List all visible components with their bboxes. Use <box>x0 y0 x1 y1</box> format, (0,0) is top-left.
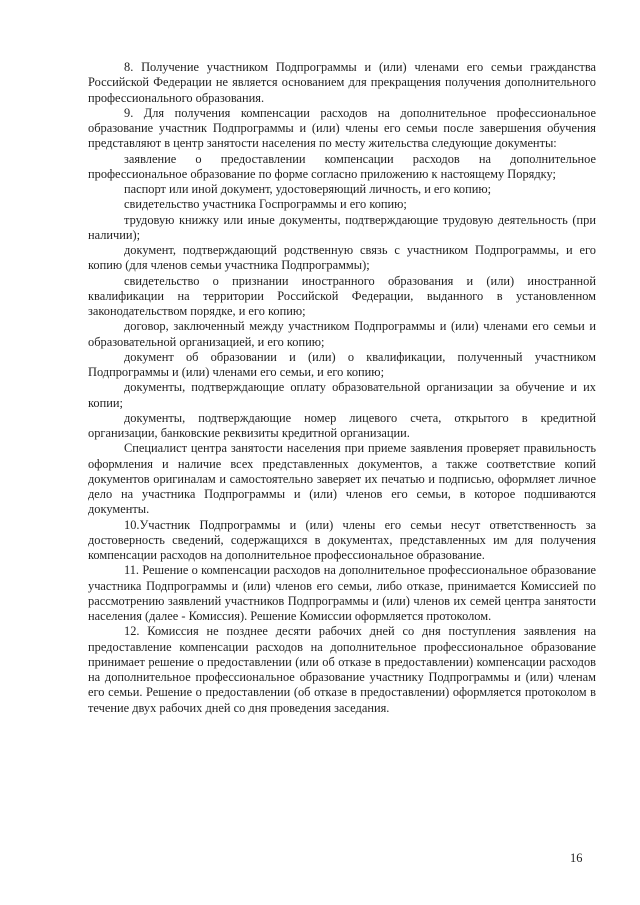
list-item-contract: договор, заключенный между участником Подпрограммы и (или) членами его семьи и образовательной организацией, и его копию; <box>88 319 596 349</box>
list-item-certificate: свидетельство участника Госпрограммы и его копию; <box>124 197 407 212</box>
list-item-passport: паспорт или иной документ, удостоверяющий личность, и его копию; <box>124 182 492 196</box>
list-item-application: заявление о предоставлении компенсации расходов на дополнительное профессиональное образование по форме согласно приложению к настоящему Порядку; <box>88 151 596 181</box>
list-item-kinship: документ, подтверждающий родственную связь с участником Подпрограммы, и его копию (для членов семьи участника Подпрограммы); <box>88 243 596 273</box>
page-number: 16 <box>570 851 583 865</box>
document-body <box>88 60 596 716</box>
paragraph-12: 12. Комиссия не позднее десяти рабочих дней со дня поступления заявления на предоставление компенсации расходов на дополнительное профессиональное образование принимает решение о предоставлении (или об отказе в предоставлении) компенсации расходов на дополнительное профессиональное образование участнику Подпрограммы и (или) членам его семьи. Решение о предоставлении (об отказе в предоставлении) оформляется протоколом в течение двух рабочих дней со дня проведения заседания. <box>88 624 596 715</box>
list-item-bank-details: документы, подтверждающие номер лицевого счета, открытого в кредитной организации, банковские реквизиты кредитной организации. <box>88 410 596 440</box>
list-item-payment-proof: документы, подтверждающие оплату образовательной организации за обучение и их копии; <box>88 380 596 410</box>
list-item-education-document: документ об образовании и (или) о квалификации, полученный участником Подпрограммы и (или) членами его семьи, и его копию; <box>88 349 596 379</box>
paragraph-10: 10.Участник Подпрограммы и (или) члены его семьи несут ответственность за достоверность сведений, содержащихся в документах, представленных им для получения компенсации расходов на дополнительное профессиональное образование. <box>88 517 596 562</box>
list-item-foreign-education: свидетельство о признании иностранного образования и (или) иностранной квалификации на территории Российской Федерации, выданного в установленном законодательством порядке, и его копию; <box>88 273 596 318</box>
list-item-work-record: трудовую книжку или иные документы, подтверждающие трудовую деятельность (при наличии); <box>88 212 596 242</box>
paragraph-11: 11. Решение о компенсации расходов на дополнительное профессиональное образование участника Подпрограммы и (или) членов его семьи, либо отказе, принимается Комиссией по рассмотрению заявлений участников Подпрограммы и (или) членов их семей центра занятости населения (далее - Комиссия). Решение Комиссии оформляется протоколом. <box>88 563 596 623</box>
paragraph-9: 9. Для получения компенсации расходов на дополнительное профессиональное образование участник Подпрограммы и (или) члены его семьи после завершения обучения представляют в центр занятости населения по месту жительства следующие документы: <box>88 105 596 151</box>
paragraph-specialist: Специалист центра занятости населения при приеме заявления проверяет правильность оформления и наличие всех представленных документов, а также соответствие копий документов оригиналам и самостоятельно заверяет их печатью и подписью, оформляет личное дело на участника Подпрограммы и (или) членов его семьи, в которое подшиваются документы. <box>88 441 596 517</box>
paragraph-8: 8. Получение участником Подпрограммы и (или) членами его семьи гражданства Российской Федерации не является основанием для прекращения получения дополнительного профессионального образования. <box>88 60 596 105</box>
